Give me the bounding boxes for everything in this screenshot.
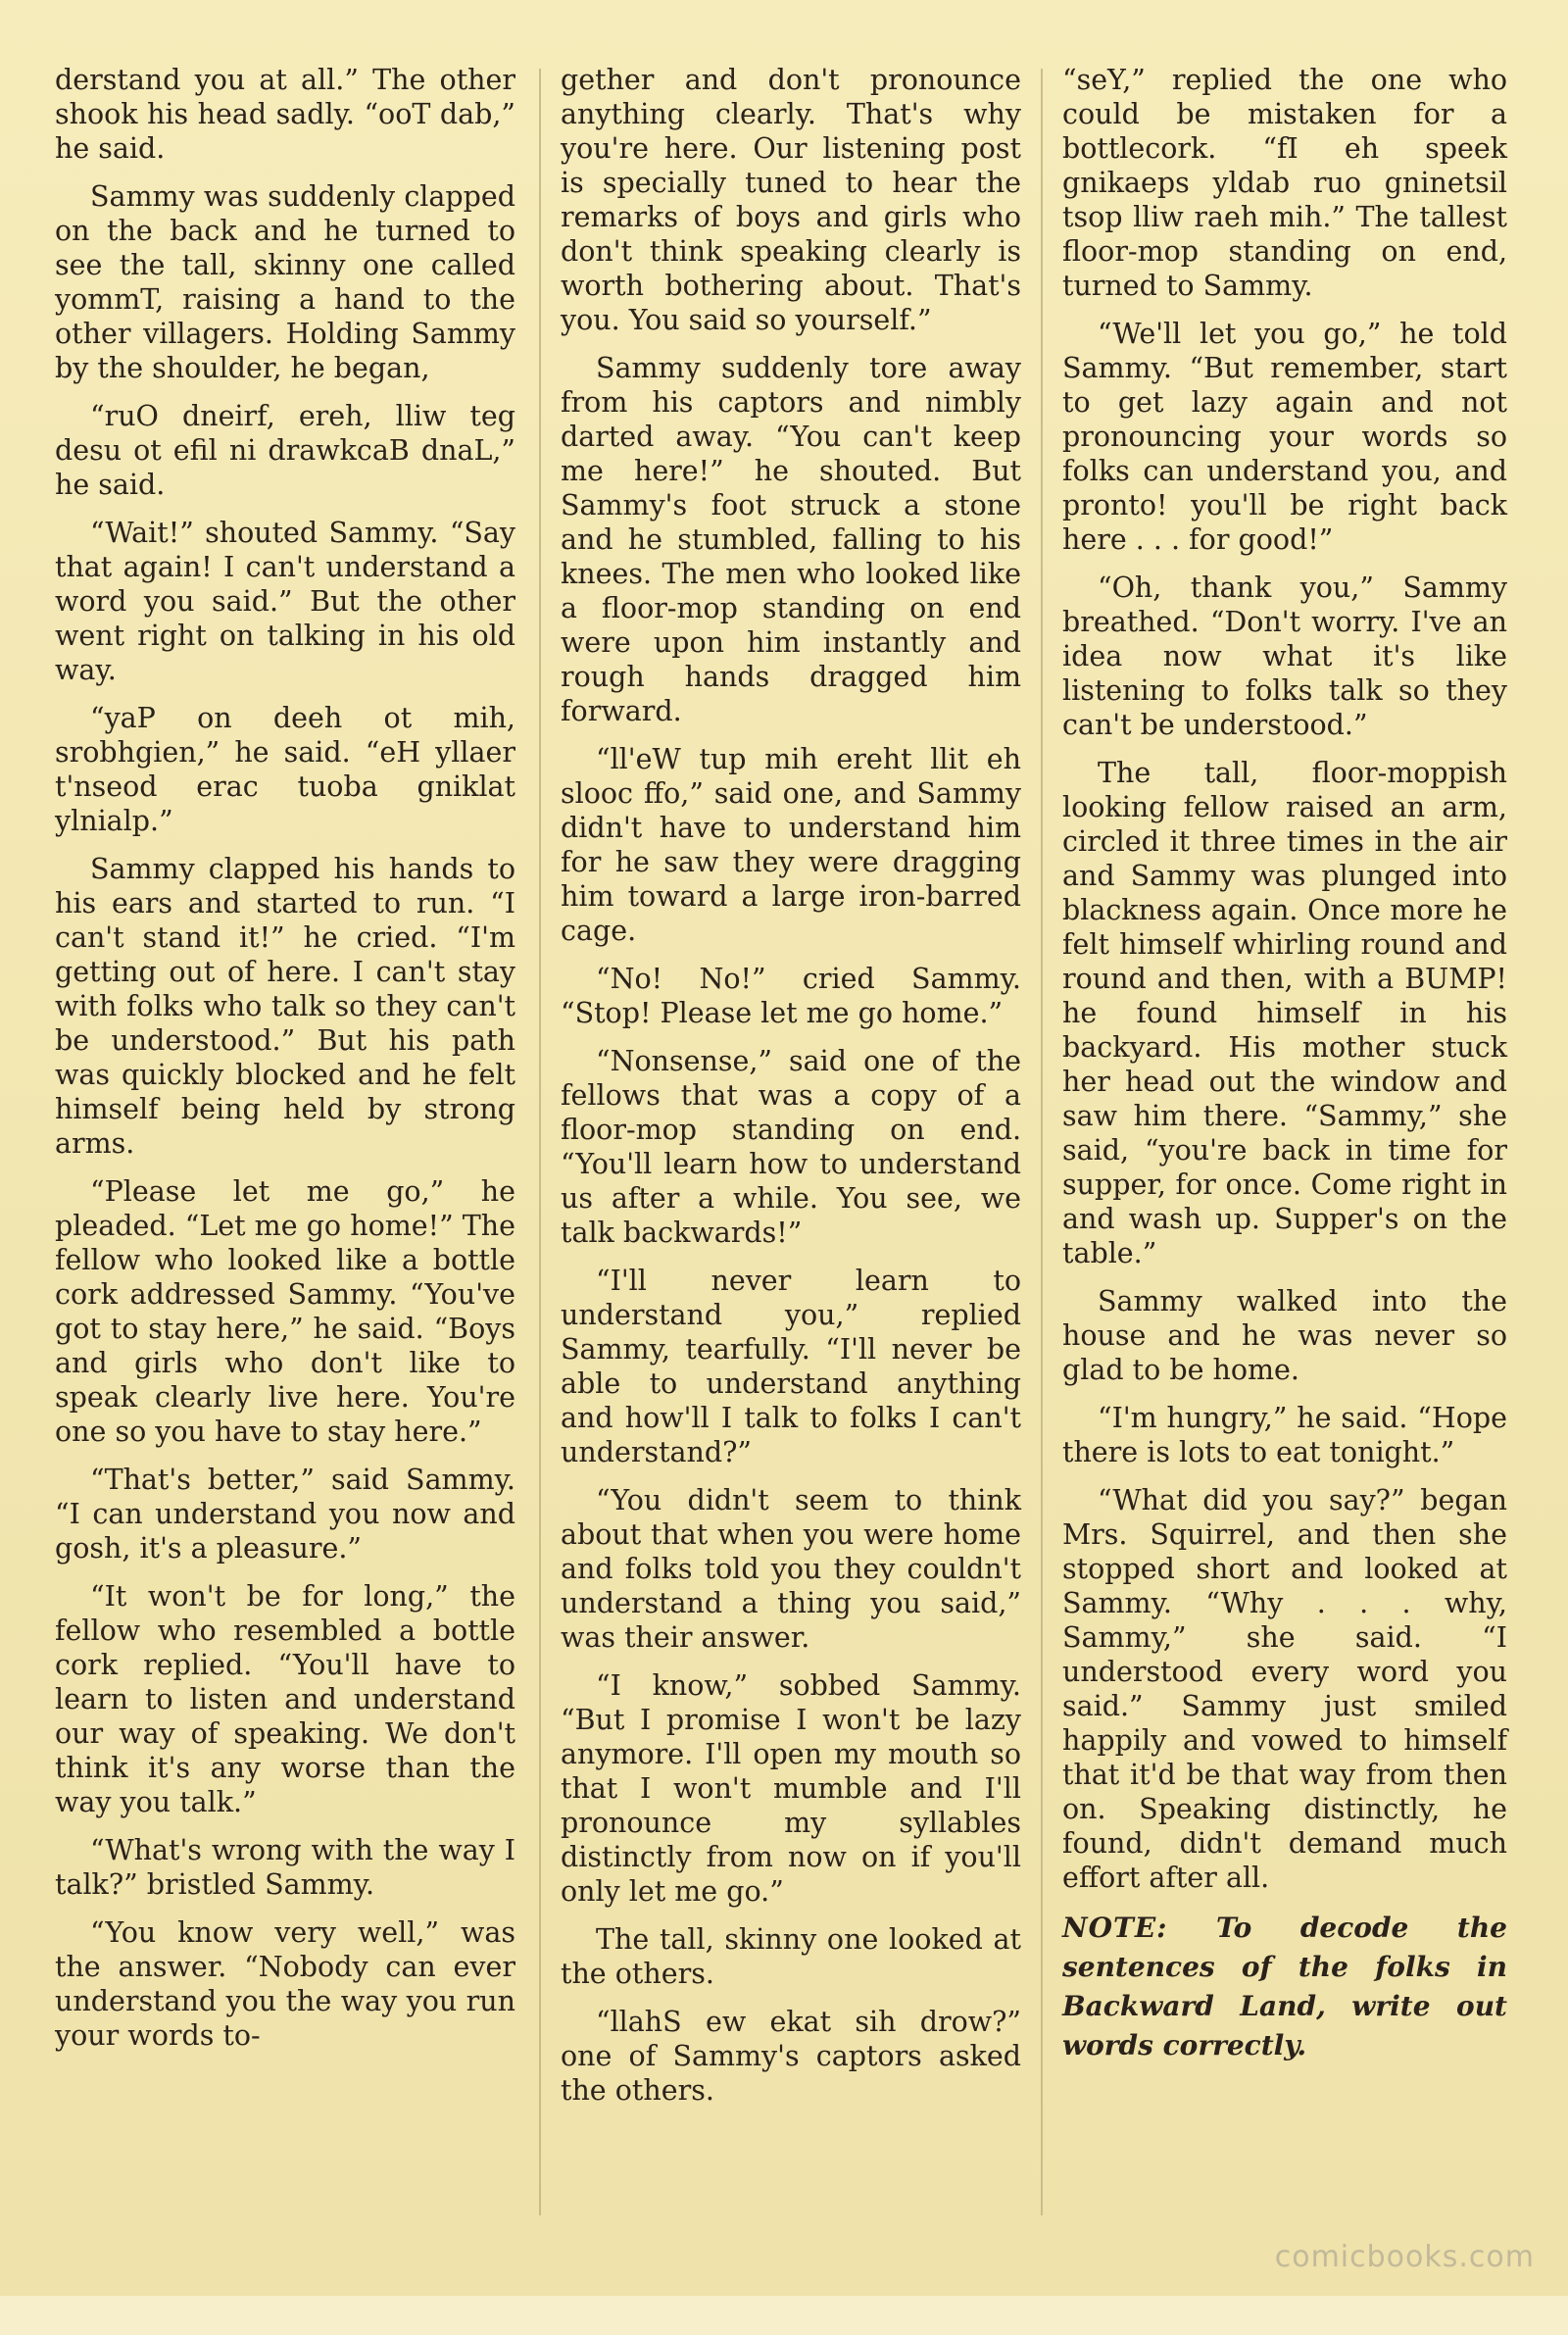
paragraph: “Please let me go,” he pleaded. “Let me go home!” The fellow who looked like a bottle cork addressed Sammy. “You've got to stay here,” he said. “Boys and girls who don't like to speak clearly live here. You're one so you have to stay here.” — [55, 1175, 515, 1448]
paragraph: Sammy was suddenly clapped on the back and he turned to see the tall, skinny one called yommT, raising a hand to the other villagers. Holding Sammy by the shoulder, he began, — [55, 180, 515, 384]
paragraph: “It won't be for long,” the fellow who resembled a bottle cork replied. “You'll have to learn to listen and understand our way of speaking. We don't think it's any worse than the way you talk.” — [55, 1580, 515, 1818]
paragraph: “That's better,” said Sammy. “I can understand you now and gosh, it's a pleasure.” — [55, 1464, 515, 1565]
paragraph: “What's wrong with the way I talk?” bristled Sammy. — [55, 1834, 515, 1901]
text-column-2 — [561, 63, 1021, 2121]
paragraph: The tall, skinny one looked at the others. — [561, 1923, 1021, 1990]
paragraph: “What did you say?” began Mrs. Squirrel, and then she stopped short and looked at Sammy. “Why . . . why, Sammy,” she said. “I understood every word you said.” Sammy just smiled happily and vowed to himself that it'd be that way from then on. Speaking distinctly, he found, didn't demand much effort after all. — [1062, 1484, 1507, 1894]
text-column-1 — [55, 63, 515, 2066]
paragraph: “Wait!” shouted Sammy. “Say that again! I can't understand a word you said.” But the other went right on talking in his old way. — [55, 517, 515, 686]
note-text: To decode the sentences of the folks in Backward Land, write out words correctly. — [1062, 1912, 1507, 2062]
text-column-3 — [1062, 63, 1507, 2079]
paragraph: “I'm hungry,” he said. “Hope there is lots to eat tonight.” — [1062, 1402, 1507, 1468]
paragraph: Sammy walked into the house and he was never so glad to be home. — [1062, 1285, 1507, 1386]
paragraph: Sammy clapped his hands to his ears and started to run. “I can't stand it!” he cried. “I'm getting out of here. I can't stay with folks who talk so they can't be understood.” But his path was quickly blocked and he felt himself being held by strong arms. — [55, 853, 515, 1160]
paragraph: “Nonsense,” said one of the fellows that was a copy of a floor-mop standing on end. “You'll learn how to understand us after a while. You see, we talk backwards!” — [561, 1045, 1021, 1249]
paragraph: “ruO dneirf, ereh, lliw teg desu ot efil ni drawkcaB dnaL,” he said. — [55, 400, 515, 501]
paragraph: “I know,” sobbed Sammy. “But I promise I won't be lazy anymore. I'll open my mouth so that I won't mumble and I'll pronounce my syllables distinctly from now on if you'll only let me go.” — [561, 1669, 1021, 1908]
paragraph: “You know very well,” was the answer. “Nobody can ever understand you the way you run your words to- — [55, 1916, 515, 2052]
paragraph: “I'll never learn to understand you,” replied Sammy, tearfully. “I'll never be able to understand anything and how'll I talk to folks I can't understand?” — [561, 1265, 1021, 1468]
paragraph: “llahS ew ekat sih drow?” one of Sammy's captors asked the others. — [561, 2006, 1021, 2107]
paragraph: “yaP on deeh ot mih, srobhgien,” he said. “eH yllaer t'nseod erac tuoba gniklat ylnialp.” — [55, 702, 515, 837]
paragraph: “Oh, thank you,” Sammy breathed. “Don't worry. I've an idea now what it's like listening to folks talk so they can't be understood.” — [1062, 571, 1507, 741]
paragraph: “seY,” replied the one who could be mistaken for a bottlecork. “fI eh speek gnikaeps yldab ruo gninetsil tsop lliw raeh mih.” The tallest floor-mop standing on end, turned to Sammy. — [1062, 64, 1507, 302]
paragraph: “You didn't seem to think about that when you were home and folks told you they couldn't understand a thing you said,” was their answer. — [561, 1484, 1021, 1654]
paragraph: gether and don't pronounce anything clearly. That's why you're here. Our listening post is specially tuned to hear the remarks of boys and girls who don't think speaking clearly is worth bothering about. That's you. You said so yourself.” — [561, 64, 1021, 336]
paragraph: Sammy suddenly tore away from his captors and nimbly darted away. “You can't keep me here!” he shouted. But Sammy's foot struck a stone and he stumbled, falling to his knees. The men who looked like a floor-mop standing on end were upon him instantly and rough hands dragged him forward. — [561, 352, 1021, 727]
editor-note — [1062, 1909, 1507, 2065]
column-divider — [539, 69, 541, 2215]
note-lead: NOTE: — [1062, 1912, 1168, 1944]
paragraph: “No! No!” cried Sammy. “Stop! Please let me go home.” — [561, 963, 1021, 1029]
paragraph: derstand you at all.” The other shook his head sadly. “ooT dab,” he said. — [55, 64, 515, 165]
watermark-text: comicbooks.com — [1274, 2240, 1535, 2274]
paragraph: The tall, floor-moppish looking fellow raised an arm, circled it three times in the air and Sammy was plunged into blackness again. Once more he felt himself whirling round and round and then, with a BUMP! he found himself in his backyard. His mother stuck her head out the window and saw him there. “Sammy,” she said, “you're back in time for supper, for once. Come right in and wash up. Supper's on the table.” — [1062, 757, 1507, 1269]
column-divider — [1041, 69, 1043, 2215]
paragraph: “ll'eW tup mih ereht llit eh slooc ffo,” said one, and Sammy didn't have to understand him for he saw they were dragging him toward a large iron-barred cage. — [561, 743, 1021, 947]
paragraph: “We'll let you go,” he told Sammy. “But remember, start to get lazy again and not pronouncing your words so folks can understand you, and pronto! you'll be right back here . . . for good!” — [1062, 318, 1507, 556]
